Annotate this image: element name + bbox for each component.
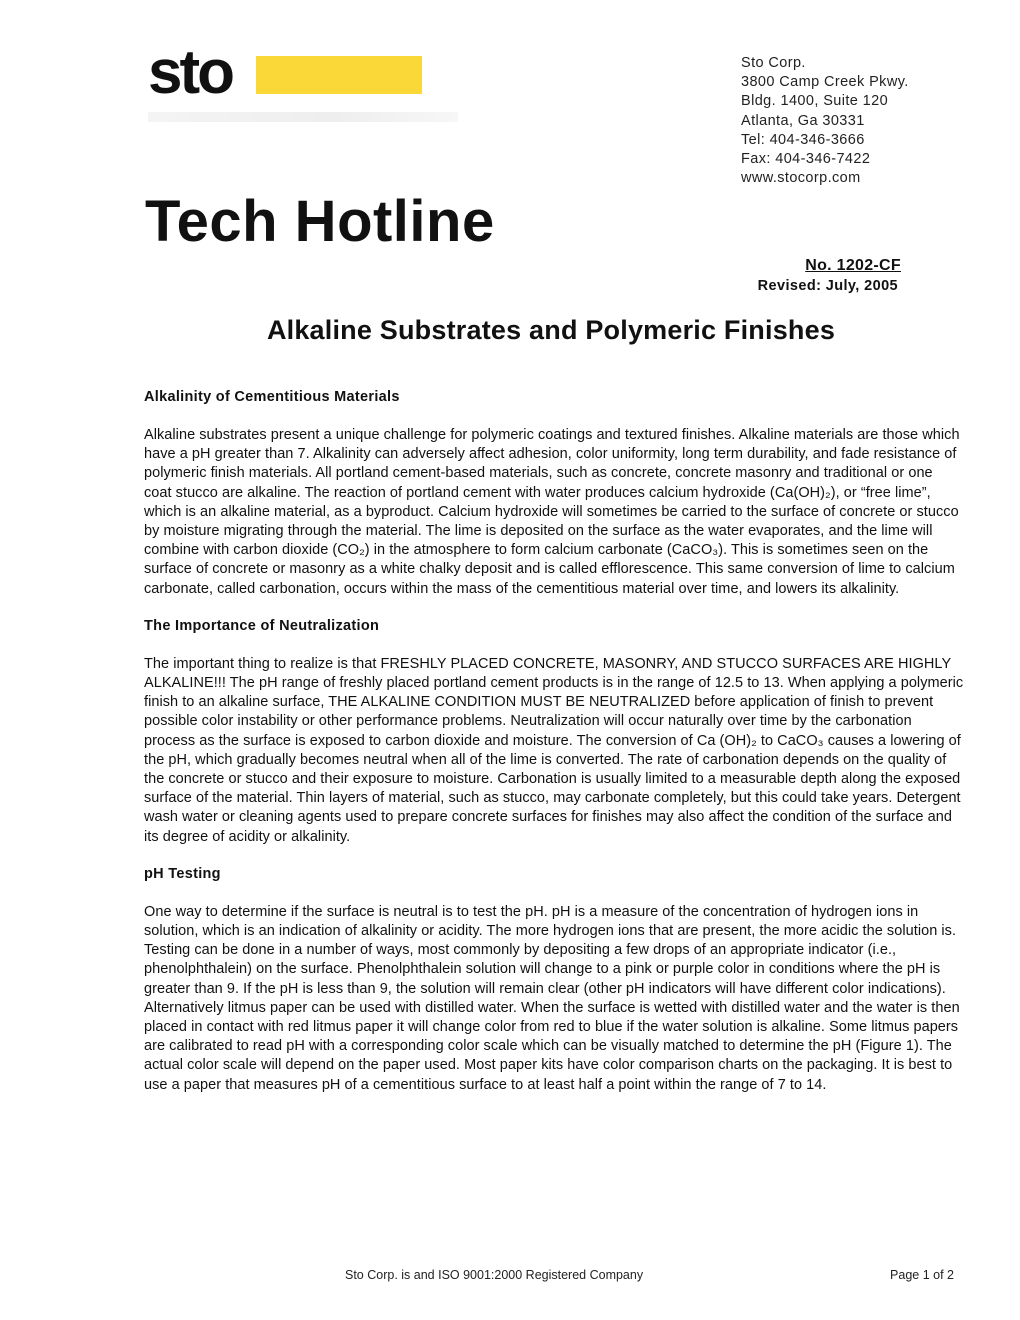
footer-registration: Sto Corp. is and ISO 9001:2000 Registered Company [345,1268,644,1282]
logo-yellow-bar [256,56,422,94]
document-title: Tech Hotline [145,189,495,254]
logo-tagline-faded [148,112,458,122]
sto-logo [148,38,460,128]
address-line: Fax: 404-346-7422 [741,151,871,168]
revision-date: Revised: July, 2005 [757,278,898,294]
address-line: Atlanta, Ga 30331 [741,112,865,129]
section-heading: The Importance of Neutralization [144,617,380,634]
address-line: www.stocorp.com [741,170,861,187]
address-line: 3800 Camp Creek Pkwy. [741,74,909,91]
section-heading: pH Testing [144,865,221,882]
page-number: Page 1 of 2 [890,1268,954,1282]
section-paragraph: The important thing to realize is that FRESHLY PLACED CONCRETE, MASONRY, AND STUCCO SURFACES ARE HIGHLY ALKALINE!!! The pH range of freshly placed portland cement products is in the range of 12.5 to 13. When applying a polymeric finish to an alkaline surface, THE ALKALINE CONDITION MUST BE NEUTRALIZED before application of finish to prevent possible color instability or other performance problems. Neutralization will occur naturally over time by the carbonation process as the surface is exposed to carbon dioxide and moisture. The conversion of Ca (OH)₂ to CaCO₃ causes a lowering of the pH, which gradually becomes neutral when all of the lime is converted. The rate of carbonation depends on the quality of the concrete or stucco and their exposure to moisture. Carbonation is usually limited to a measurable depth along the exposed surface of the material. Thin layers of material, such as stucco, may carbonate completely, but this could take years. Detergent wash water or cleaning agents used to prepare concrete surfaces for finishes may also affect the condition of the surface and its degree of acidity or alkalinity. [144,655,964,845]
section-alkalinity [144,388,964,599]
address-line: Bldg. 1400, Suite 120 [741,93,889,110]
logo-wordmark: sto [148,38,232,107]
document-body [144,388,964,1113]
company-address [741,54,909,188]
document-number: No. 1202-CF [805,257,901,274]
section-paragraph: Alkaline substrates present a unique challenge for polymeric coatings and textured finishes. Alkaline materials are those which have a pH greater than 7. Alkalinity can adversely affect adhesion, color uniformity, long term durability, and fade resistance of polymeric finish materials. All portland cement-based materials, such as concrete, concrete masonry and traditional or one coat stucco are alkaline. The reaction of portland cement with water produces calcium hydroxide (Ca(OH)₂), or “free lime”, which is an alkaline material, as a byproduct. Calcium hydroxide will sometimes be carried to the surface of concrete or stucco by moisture migrating through the material. The lime is deposited on the surface as the water evaporates, and the lime will combine with carbon dioxide (CO₂) in the atmosphere to form calcium carbonate (CaCO₃). This is sometimes seen on the surface of concrete or masonry as a white chalky deposit and is called efflorescence. This same conversion of lime to calcium carbonate, called carbonation, occurs within the mass of the cementitious material over time, and lowers its alkalinity. [144,427,960,597]
section-neutralization [144,617,964,847]
document-subtitle: Alkaline Substrates and Polymeric Finishes [266,315,836,345]
section-paragraph: One way to determine if the surface is neutral is to test the pH. pH is a measure of the concentration of hydrogen ions in solution, which is an indication of alkalinity or acidity. The more hydrogen ions that are present, the more acidic the solution is. Testing can be done in a number of ways, most commonly by depositing a few drops of an appropriate indicator (i.e., phenolphthalein) on the surface. Phenolphthalein solution will change to a pink or purple color in conditions where the pH is greater than 9. If the pH is less than 9, the solution will remain clear (other pH indicators will have different color indications). Alternatively litmus paper can be used with distilled water. When the surface is wetted with distilled water and the water is then placed in contact with red litmus paper it will change color from red to blue if the water solution is alkaline. Some litmus papers are calibrated to read pH with a corresponding color scale which can be visually matched to determine the pH (Figure 1). The actual color scale will depend on the paper used. Most paper kits have color comparison charts on the packaging. It is best to use a paper that measures pH of a cementitious surface to at least half a point within the range of 7 to 14. [144,903,960,1093]
address-line: Sto Corp. [741,55,806,71]
section-ph-testing [144,865,964,1095]
section-heading: Alkalinity of Cementitious Materials [144,389,400,405]
address-line: Tel: 404-346-3666 [741,131,865,148]
